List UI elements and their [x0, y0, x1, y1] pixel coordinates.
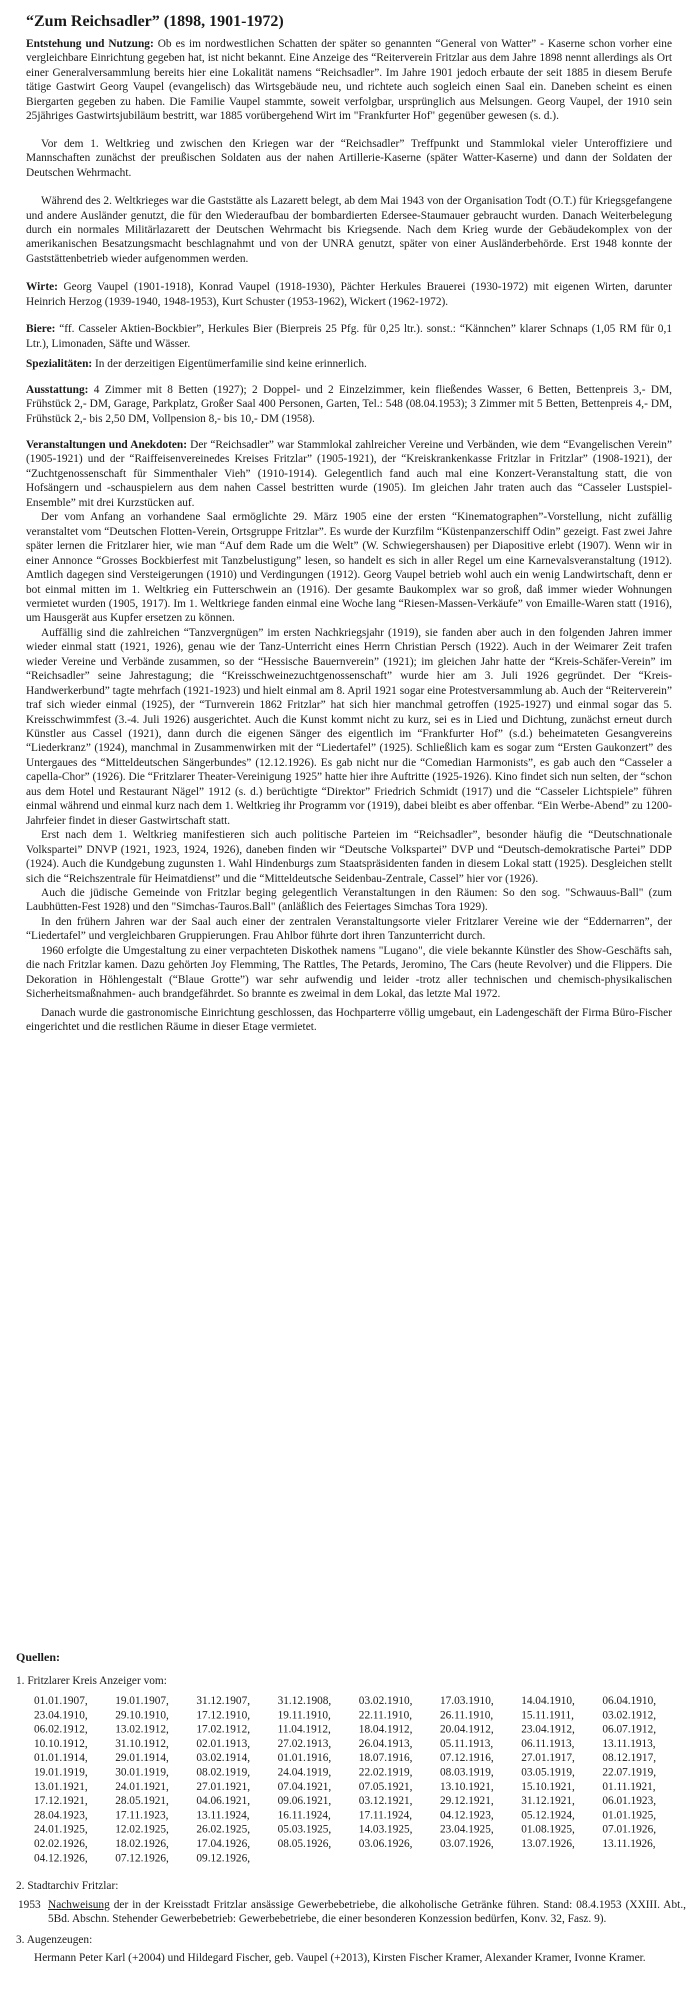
text-innkeepers: Georg Vaupel (1901-1918), Konrad Vaupel (1918-1930), Pächter Herkules Brauerei (1930-1972) mit eigenen Wirten, darunter Heinrich Herzog (1939-1940, 1948-1953), Kurt Schuster (1953-1962), Wickert (1962-1972).	[26, 281, 672, 308]
label-innkeepers: Wirte:	[26, 281, 58, 294]
source-newspaper	[16, 1674, 686, 1875]
date-cell: 01.08.1925,	[521, 1823, 575, 1836]
date-cell: 01.11.1921,	[602, 1780, 656, 1793]
label-specialties: Spezialitäten:	[26, 358, 93, 371]
text-beers: “ff. Casseler Aktien-Bockbier”, Herkules Bier (Bierpreis 25 Pfg. für 0,25 ltr.). sonst.: “Kännchen” klarer Schnaps (1,05 RM für 0,1 Ltr.), Limonaden, Säfte und Wässer.	[26, 323, 672, 350]
date-cell: 13.10.1921,	[440, 1780, 494, 1793]
paragraph-clubs: In den frühern Jahren war der Saal auch einer der zentralen Veranstaltungsorte vieler Fritzlarer Vereine wie der “Eddernarren”, der “Liedertafel” und vergleichbaren Gruppierungen. Frau Ahlbor führte dort ihren Tanzunterricht durch.	[26, 915, 672, 943]
date-cell: 14.03.1925,	[358, 1823, 413, 1836]
date-cell: 02.02.1926,	[34, 1837, 88, 1850]
date-cell: 13.07.1926,	[521, 1837, 575, 1850]
date-cell: 20.04.1912,	[440, 1723, 494, 1736]
text-origin: Ob es im nordwestlichen Schatten der später so genannten “General von Watter” - Kaserne schon vorher eine vergleichbare Einrichtung gegeben hat, ist nicht bekannt. Eine Anzeige des “Reiterverein Fritzlar aus dem Jahre 1898 nennt allerdings als Ort einer Generalversammlung bereits hier eine Lokalität namens “Reichsadler”. Im Jahre 1901 jedoch erbaute der seit 1885 in diesem Berufe tätige Gastwirt Georg Vaupel (evangelisch) das Wirtsgebäude neu, und richtete auch sogleich einen Saal ein. Daneben scheint es einen Biergarten gegeben zu haben. Die Familie Vaupel stammte, soweit verfolgbar, ursprünglich aus Melsungen. Georg Vaupel, der 1910 sein 25jähriges Gastwirtsjubiläum bestritt, war 1885 vorübergehend Wirt im "Frankfurter Hof" gegenüber gewesen (s. d.).	[26, 38, 672, 123]
source-city-archive	[16, 1879, 686, 1926]
date-cell: 28.05.1921,	[115, 1795, 169, 1808]
dates-grid	[34, 1693, 686, 1871]
date-cell: 29.10.1910,	[115, 1709, 169, 1722]
date-cell: 08.02.1919,	[196, 1766, 251, 1779]
date-cell: 18.02.1926,	[115, 1837, 169, 1850]
date-cell: 01.01.1914,	[34, 1752, 88, 1765]
label-events: Veranstaltungen und Anekdoten:	[26, 438, 187, 451]
label-origin: Entstehung und Nutzung:	[26, 38, 154, 50]
archive-text: der in der Kreisstadt Fritzlar ansässige Gewerbebetriebe, die alkoholische Getränke führen. Stand: 08.4.1953 (XXIII. Abt., 5Bd. Abschn. Stehender Gewerbebetrieb: Gewerbebetriebe, die einer besonderen Konzession bedürfen, Konv. 32, Fasz. 9).	[48, 1898, 686, 1926]
paragraph-equipment	[26, 383, 672, 426]
date-cell: 03.12.1921,	[358, 1795, 413, 1808]
date-cell: 27.01.1917,	[521, 1752, 575, 1765]
date-cell: 09.12.1926,	[196, 1852, 251, 1865]
source-witnesses-title: 3. Augenzeugen:	[16, 1933, 93, 1946]
date-cell: 02.01.1913,	[196, 1737, 251, 1750]
date-cell: 29.12.1921,	[440, 1795, 494, 1808]
date-cell: 03.02.1910,	[358, 1694, 413, 1707]
date-cell: 05.11.1913,	[440, 1737, 494, 1750]
paragraph-jewish-community: Auch die jüdische Gemeinde von Fritzlar beging gelegentlich Veranstaltungen in den Räumen: So den sog. "Schwauus-Ball" (zum Laubhütten-Fest 1928) und den "Simchas-Tauros.Ball" (anläßlich des Feiertages Simchas Tora 1929).	[26, 887, 672, 914]
date-cell: 16.11.1924,	[277, 1809, 331, 1822]
paragraph-events	[26, 438, 672, 510]
date-cell: 23.04.1925,	[440, 1823, 494, 1836]
date-cell: 26.11.1910,	[440, 1709, 494, 1722]
date-cell: 31.12.1921,	[521, 1795, 575, 1808]
date-cell: 13.11.1926,	[602, 1837, 656, 1850]
date-cell: 22.07.1919,	[602, 1766, 657, 1779]
date-cell: 30.01.1919,	[115, 1766, 169, 1779]
date-cell: 06.07.1912,	[602, 1723, 657, 1736]
date-cell: 01.01.1916,	[277, 1752, 332, 1765]
date-cell: 03.02.1912,	[602, 1709, 657, 1722]
date-cell: 03.05.1919,	[521, 1766, 575, 1779]
date-cell: 31.12.1907,	[196, 1694, 251, 1707]
date-cell: 13.11.1924,	[196, 1809, 250, 1822]
date-cell: 14.04.1910,	[521, 1694, 575, 1707]
date-cell: 07.05.1921,	[358, 1780, 413, 1793]
date-cell: 08.03.1919,	[440, 1766, 494, 1779]
date-cell: 17.12.1910,	[196, 1709, 251, 1722]
date-cell: 15.11.1911,	[521, 1709, 575, 1722]
source-city-archive-entry	[16, 1898, 686, 1927]
source-witnesses	[16, 1933, 686, 1966]
date-cell: 06.01.1923,	[602, 1795, 657, 1808]
archive-underlined-word: Nachweisung	[48, 1898, 110, 1911]
date-cell: 11.04.1912,	[277, 1723, 331, 1736]
date-cell: 28.04.1923,	[34, 1809, 88, 1822]
date-cell: 13.11.1913,	[602, 1737, 656, 1750]
date-cell: 04.06.1921,	[196, 1795, 251, 1808]
date-cell: 18.07.1916,	[358, 1752, 413, 1765]
paragraph-cinema: Der vom Anfang an vorhandene Saal ermöglichte 29. März 1905 eine der ersten “Kinematographen”-Vorstellung, nicht zufällig veranstaltet vom “Deutschen Flotten-Verein, Ortsgruppe Fritzlar”. Es wurde der Kurzfilm “Küstenpanzerschiff Odin” gezeigt. Fast zwei Jahre später lernen die Fritzlarer hier, wie man “Auf dem Rade um die Welt” (W. Schwiegershausen) per Diapositive erlebt (1907). Wenn wir in einer Annonce “Grosses Bockbierfest mit Tanzbelustigung” lesen, so handelt es sich in aller Regel um eine Karnevalsveranstaltung (1912). Amtlich dagegen sind Versteigerungen (1910) und Verdingungen (1912). Georg Vaupel betrieb wohl auch ein wenig Landwirtschaft, denn er bot einmal mitten im 1. Weltkrieg ein Futterschwein an (1916). Der gesamte Baukomplex war so groß, daß immer wieder Wohnungen vermietet wurden (1905, 1917). Im 1. Weltkriege fanden einmal eine Woche lang “Riesen-Massen-Verkäufe” von Emaille-Waren statt (1916), um Hausgerät aus Kupfer ersetzen zu können.	[26, 511, 672, 625]
date-cell: 23.04.1912,	[521, 1723, 575, 1736]
paragraph-closing: Danach wurde die gastronomische Einrichtung geschlossen, das Hochparterre völlig umgebaut, ein Ladengeschäft der Firma Büro-Fischer eingerichtet und die restlichen Räume in dieser Etage vermietet.	[26, 1006, 672, 1034]
date-cell: 09.06.1921,	[277, 1795, 332, 1808]
paragraph-dances: Auffällig sind die zahlreichen “Tanzvergnügen” im ersten Nachkriegsjahr (1919), sie fanden aber auch in den folgenden Jahren immer wieder einmal statt (1921, 1926), genau wie der Tanz-Unterricht eines Herrn Christian Persch (1922). Auch in der Weimarer Zeit trafen wieder Vereine und Verbände zusammen, so der “Hessische Bauernverein” (1921); im gleichen Jahr hatte der “Kreis-Schäfer-Verein” im “Reichsadler” seine Jahrestagung; die “Kreisschweinezuchtgenossenschaft” wurde hier am 3. Juli 1926 gegründet. Der “Kreis-Handwerkerbund” tagte mehrfach (1921-1923) und hielt einmal am 8. April 1921 sogar eine Protestversammlung ab. Auch der “Reiterverein” traf sich wieder einmal (1925), der “Turnverein 1862 Fritzlar” hat sich hier manchmal getroffen (1925-1927) und einmal sogar das 5. Kreisschwimmfest (3.-4. Juli 1926) ausgerichtet. Auch die Kunst kommt nicht zu kurz, sei es in Lied und Dichtung, zunächst erneut durch Künstler aus Cassel (1921), dann durch die eigenen Sänger des eigentlich im “Frankfurter Hof” (s.d.) beheimateten Gesangvereins “Liederkranz” (1924), manchmal in Zusammenwirken mit der “Liedertafel” (1925). Schließlich kam es sogar zum “Ersten Gaukonzert” des Untergaues des “Mitteldeutschen Sängerbundes” (12.12.1926). Es gab nicht nur die “Comedian Harmonists”, es gab auch den “Casseler a capella-Chor” (1926). Die “Fritzlarer Theater-Vereinigung 1925” hatte hier ihre Auftritte (1925-1926). Kino findet sich nun selten, der “schon aus dem Hotel und Restaurant Nägel” 1912 (s. d.) berüchtigte “Direktor” Friedrich Schmidt (1917) und die “Casseler Lichtspiele” führen einmal während und einmal kurz nach dem 1. Weltkrieg ihr Programm vor (1919), dabei bleibt es aber offenbar. “Ein Werbe-Abend” zu 1200-Jahrfeier findet in dieser Gastwirtschaft statt.	[26, 626, 672, 827]
archive-year: 1953	[18, 1898, 41, 1911]
sources-title: Quellen:	[16, 1650, 60, 1664]
date-cell: 08.05.1926,	[277, 1837, 332, 1850]
sources-section	[16, 1650, 686, 1970]
date-cell: 24.04.1919,	[277, 1766, 332, 1779]
date-cell: 23.04.1910,	[34, 1709, 88, 1722]
witnesses-text: Hermann Peter Karl (+2004) und Hildegard Fischer, geb. Vaupel (+2013), Kirsten Fischer Kramer, Alexander Kramer, Ivonne Kramer.	[34, 1952, 646, 1965]
date-cell: 06.02.1912,	[34, 1723, 88, 1736]
date-cell: 17.03.1910,	[440, 1694, 494, 1707]
label-beers: Biere:	[26, 323, 56, 336]
date-cell: 07.12.1926,	[115, 1852, 169, 1865]
paragraph-specialties	[26, 357, 672, 371]
paragraph-ww2: Während des 2. Weltkrieges war die Gaststätte als Lazarett belegt, ab dem Mai 1943 von der Organisation Todt (O.T.) für Kriegsgefangene und andere Ausländer genutzt, die für den Wiederaufbau der bombardierten Edersee-Staumauer gebraucht wurden. Danach Weiterbelegung durch ein normales Militärlazarett der Deutschen Wehrmacht bis Kriegsende. Nach dem Krieg wurde der Gebäudekomplex von der amerikanischen Besatzungsmacht beschlagnahmt und von der UNRA genutzt, später von einer Ausländerbehörde. Erst 1948 konnte der Gaststättenbetrieb wieder aufgenommen werden.	[26, 195, 672, 265]
date-cell: 04.12.1923,	[440, 1809, 494, 1822]
date-cell: 03.02.1914,	[196, 1752, 251, 1765]
label-equipment: Ausstattung:	[26, 383, 89, 396]
date-cell: 10.10.1912,	[34, 1737, 88, 1750]
date-cell: 27.02.1913,	[277, 1737, 332, 1750]
date-cell: 06.04.1910,	[602, 1694, 657, 1707]
date-cell: 01.01.1907,	[34, 1694, 88, 1707]
date-cell: 05.03.1925,	[277, 1823, 332, 1836]
date-cell: 24.01.1925,	[34, 1823, 88, 1836]
date-cell: 17.04.1926,	[196, 1837, 251, 1850]
date-cell: 15.10.1921,	[521, 1780, 575, 1793]
date-cell: 08.12.1917,	[602, 1752, 657, 1765]
paragraph-beers	[26, 322, 672, 351]
date-cell: 27.01.1921,	[196, 1780, 251, 1793]
date-cell: 26.02.1925,	[196, 1823, 251, 1836]
date-cell: 07.04.1921,	[277, 1780, 332, 1793]
paragraph-discotheque: 1960 erfolgte die Umgestaltung zu einer verpachteten Diskothek namens "Lugano", die viele bekannte Künstler des Show-Geschäfts sah, die nach Fritzlar kamen. Dazu gehörten Joy Flemming, The Rattles, The Petards, Jeromino, The Cars (heute Revolver) und die Flippers. Die Dekoration in Höhlengestalt (“Blaue Grotte”) war sehr aufwendig und leider -trotz aller technischen und chemisch-physikalischen Sicherheitsmaßnahmen- auch brandgefährdet. So brannte es zweimal in dem Lokal, das letzte Mal 1972.	[26, 944, 672, 1001]
date-cell: 03.07.1926,	[440, 1837, 494, 1850]
paragraph-politics: Erst nach dem 1. Weltkrieg manifestieren sich auch politische Parteien im “Reichsadler”, besonder häufig die “Deutschnationale Volkspartei” DNVP (1921, 1923, 1924, 1926), daneben finden wir “Deutsche Volkspartei” DVP und “Deutsch-demokratische Partei” DDP (1924). Auch die Kundgebung zugunsten 1. Wahl Hindenburgs zum Staatspräsidenten fanden in diesem Lokal statt (1925). Desgleichen stellt sich die “Reichszentrale für Heimatdienst” und die “Mitteldeutsche Seidenbau-Zentrale, Cassel” hier vor (1926).	[26, 829, 672, 885]
date-cell: 07.01.1926,	[602, 1823, 657, 1836]
date-cell: 22.11.1910,	[358, 1709, 413, 1722]
date-cell: 19.01.1907,	[115, 1694, 169, 1707]
date-cell: 07.12.1916,	[440, 1752, 494, 1765]
date-cell: 01.01.1925,	[602, 1809, 657, 1822]
date-cell: 17.02.1912,	[196, 1723, 251, 1736]
date-cell: 17.12.1921,	[34, 1795, 88, 1808]
source-city-archive-title: 2. Stadtarchiv Fritzlar:	[16, 1880, 119, 1893]
date-cell: 29.01.1914,	[115, 1752, 169, 1765]
date-cell: 19.11.1910,	[277, 1709, 331, 1722]
date-cell: 26.04.1913,	[358, 1737, 413, 1750]
paragraph-origin	[26, 37, 672, 124]
article	[26, 12, 672, 1035]
source-newspaper-title: 1. Fritzlarer Kreis Anzeiger vom:	[16, 1675, 167, 1688]
page-title: “Zum Reichsadler” (1898, 1901-1972)	[26, 13, 284, 30]
paragraph-between-wars: Vor dem 1. Weltkrieg und zwischen den Kriegen war der “Reichsadler” Treffpunkt und Stammlokal vieler Unteroffiziere und Mannschaften zunächst der preußischen Soldaten aus der nahen Artillerie-Kaserne (später Watter-Kaserne) und dann der Soldaten der Deutschen Wehrmacht.	[26, 137, 672, 179]
date-cell: 06.11.1913,	[521, 1737, 575, 1750]
date-cell: 31.10.1912,	[115, 1737, 169, 1750]
date-cell: 04.12.1926,	[34, 1852, 88, 1865]
date-cell: 13.02.1912,	[115, 1723, 169, 1736]
date-cell: 03.06.1926,	[358, 1837, 413, 1850]
date-cell: 17.11.1923,	[115, 1809, 169, 1822]
date-cell: 12.02.1925,	[115, 1823, 169, 1836]
date-cell: 13.01.1921,	[34, 1780, 88, 1793]
date-cell: 24.01.1921,	[115, 1780, 169, 1793]
paragraph-innkeepers	[26, 280, 672, 309]
text-events: Der “Reichsadler” war Stammlokal zahlreicher Vereine und Verbänden, wie dem “Evangelischen Verein” (1905-1921) und der “Raiffeisenvereinedes Kreises Fritzlar” (1905-1921), der “Kreiskrankenkasse Fritzlar in Fritzlar” (1908-1921), der “Zuchtgenossenschaft für Simmenthaler Vieh” (1910-1914). Gelegentlich fand auch mal eine Konzert-Veranstaltung statt, die von Hofsängern und -schauspielern aus dem nahen Cassel bestritten wurde (1905). Im gleichen Jahr traten auch das “Casseler Lustspiel-Ensemble” mit drei Kurzstücken auf.	[26, 438, 672, 509]
date-cell: 19.01.1919,	[34, 1766, 88, 1779]
date-cell: 22.02.1919,	[358, 1766, 413, 1779]
text-specialties: In der derzeitigen Eigentümerfamilie sind keine erinnerlich.	[92, 358, 367, 371]
text-equipment: 4 Zimmer mit 8 Betten (1927); 2 Doppel- und 2 Einzelzimmer, kein fließendes Wasser, 6 Betten, Bettenpreis 3,- DM, Frühstück 2,- DM, Garage, Parkplatz, Großer Saal 400 Personen, Garten, Tel.: 548 (08.04.1953); 3 Zimmer mit 5 Betten, Bettenpreis 4,- DM, Frühstück 2,- bis 2,50 DM, Vollpension 8,- bis 10,- DM (1958).	[26, 383, 672, 425]
date-cell: 18.04.1912,	[358, 1723, 413, 1736]
date-cell: 05.12.1924,	[521, 1809, 575, 1822]
date-cell: 31.12.1908,	[277, 1694, 332, 1707]
date-cell: 17.11.1924,	[358, 1809, 413, 1822]
